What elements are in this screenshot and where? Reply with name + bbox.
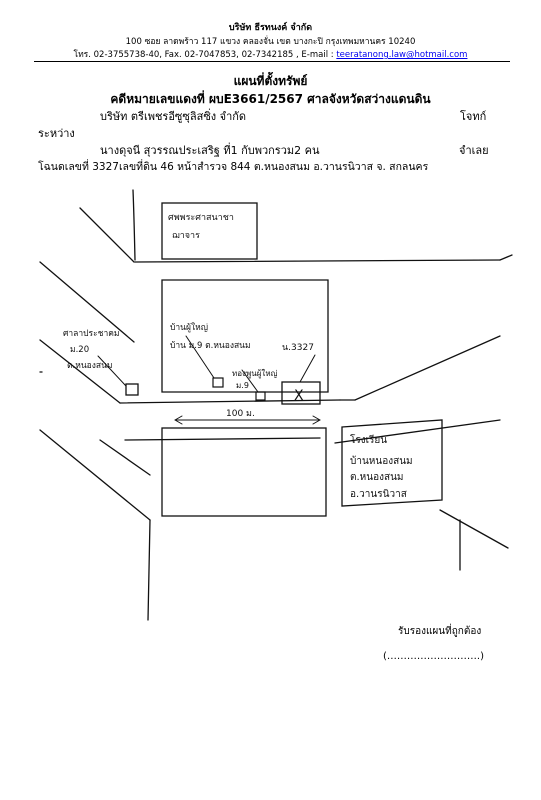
plaintiff-role: โจทก์ [460,110,487,123]
village-hall-label-line: ต.หนองสนม [67,361,113,371]
small-house-marker [256,392,265,400]
contact-info: โทร. 02-3755738-40, Fax. 02-7047853, 02-7342185 , E-mail : [73,50,334,60]
road-edge [80,208,134,262]
temple-label [168,213,237,241]
road-edge [148,520,150,620]
village-hall-marker [126,384,138,395]
road-edge [100,440,150,475]
road-edge [120,400,340,403]
road-edge [125,438,320,440]
defendant-role: จำเลย [459,144,489,157]
road-edge [133,190,135,260]
signature-line: (……………………….) [383,651,484,662]
small-house-label [232,369,280,390]
small-house-label-line: ทองพูนผู้ใหญ่ [232,369,278,378]
case-number: คดีหมายเลขแดงที่ ผบE3661/2567 ศาลจังหวัดสว่างแดนดิน [110,92,431,106]
document-title: แผนที่ตั้งทรัพย์ [233,74,308,88]
small-house-label-line: ม.9 [236,381,249,390]
land-deed-line: โฉนดเลขที่ 3327เลขที่ดิน 46 หน้าสำรวจ 844 ต.หนองสนม อ.วานรนิวาส จ. สกลนคร [38,161,429,173]
road-edge [355,336,500,400]
village-hall-label [63,329,122,371]
temple-label-line: ศพพระศาสนาชา [168,213,234,223]
village-hall-label-line: ศาลาประชาคม [63,329,120,339]
school-label [350,433,416,500]
road-edge [40,430,150,520]
village-hall-label-line: ม.20 [70,345,90,355]
road-edge [440,510,508,548]
school-label-line: อ.วานรนิวาส [350,489,407,500]
pointer-line [300,355,315,382]
parcel-mark: X [294,388,304,404]
company-address: 100 ซอย ลาดพร้าว 117 แขวง คลองจั่น เขต บางกะปิ กรุงเทพมหานคร 10240 [125,37,416,47]
temple-label-line: ฌาจาร [172,231,200,241]
defendant-name: นางดุจนี สุวรรณประเสริฐ ที่1 กับพวกรวม2 คน [100,144,320,157]
headman-house-marker [213,378,223,387]
distance-label: 100 ม. [226,409,255,419]
email-link[interactable]: teeratanong.law@hotmail.com [336,50,468,60]
plaintiff-name: บริษัท ตรีเพชรอีซูซุลิสซิ่ง จำกัด [100,110,247,123]
headman-label-line: บ้าน ม.9 ต.หนองสนม [170,341,251,351]
company-name: บริษัท ธีรทนงค์ จำกัด [228,23,313,33]
headman-label [170,322,251,351]
lower-block [162,428,326,516]
school-label-line: โรงเรียน [350,435,388,446]
between-label: ระหว่าง [38,127,75,140]
road-edge [500,255,512,260]
parcel-number-label: น.3327 [282,343,314,353]
school-label-line: บ้านหนองสนม [350,456,413,467]
headman-label-line: บ้านผู้ใหญ่ [170,323,208,333]
road-edge [135,260,500,262]
certify-label: รับรองแผนที่ถูกต้อง [398,626,482,637]
school-label-line: ต.หนองสนม [350,472,404,483]
